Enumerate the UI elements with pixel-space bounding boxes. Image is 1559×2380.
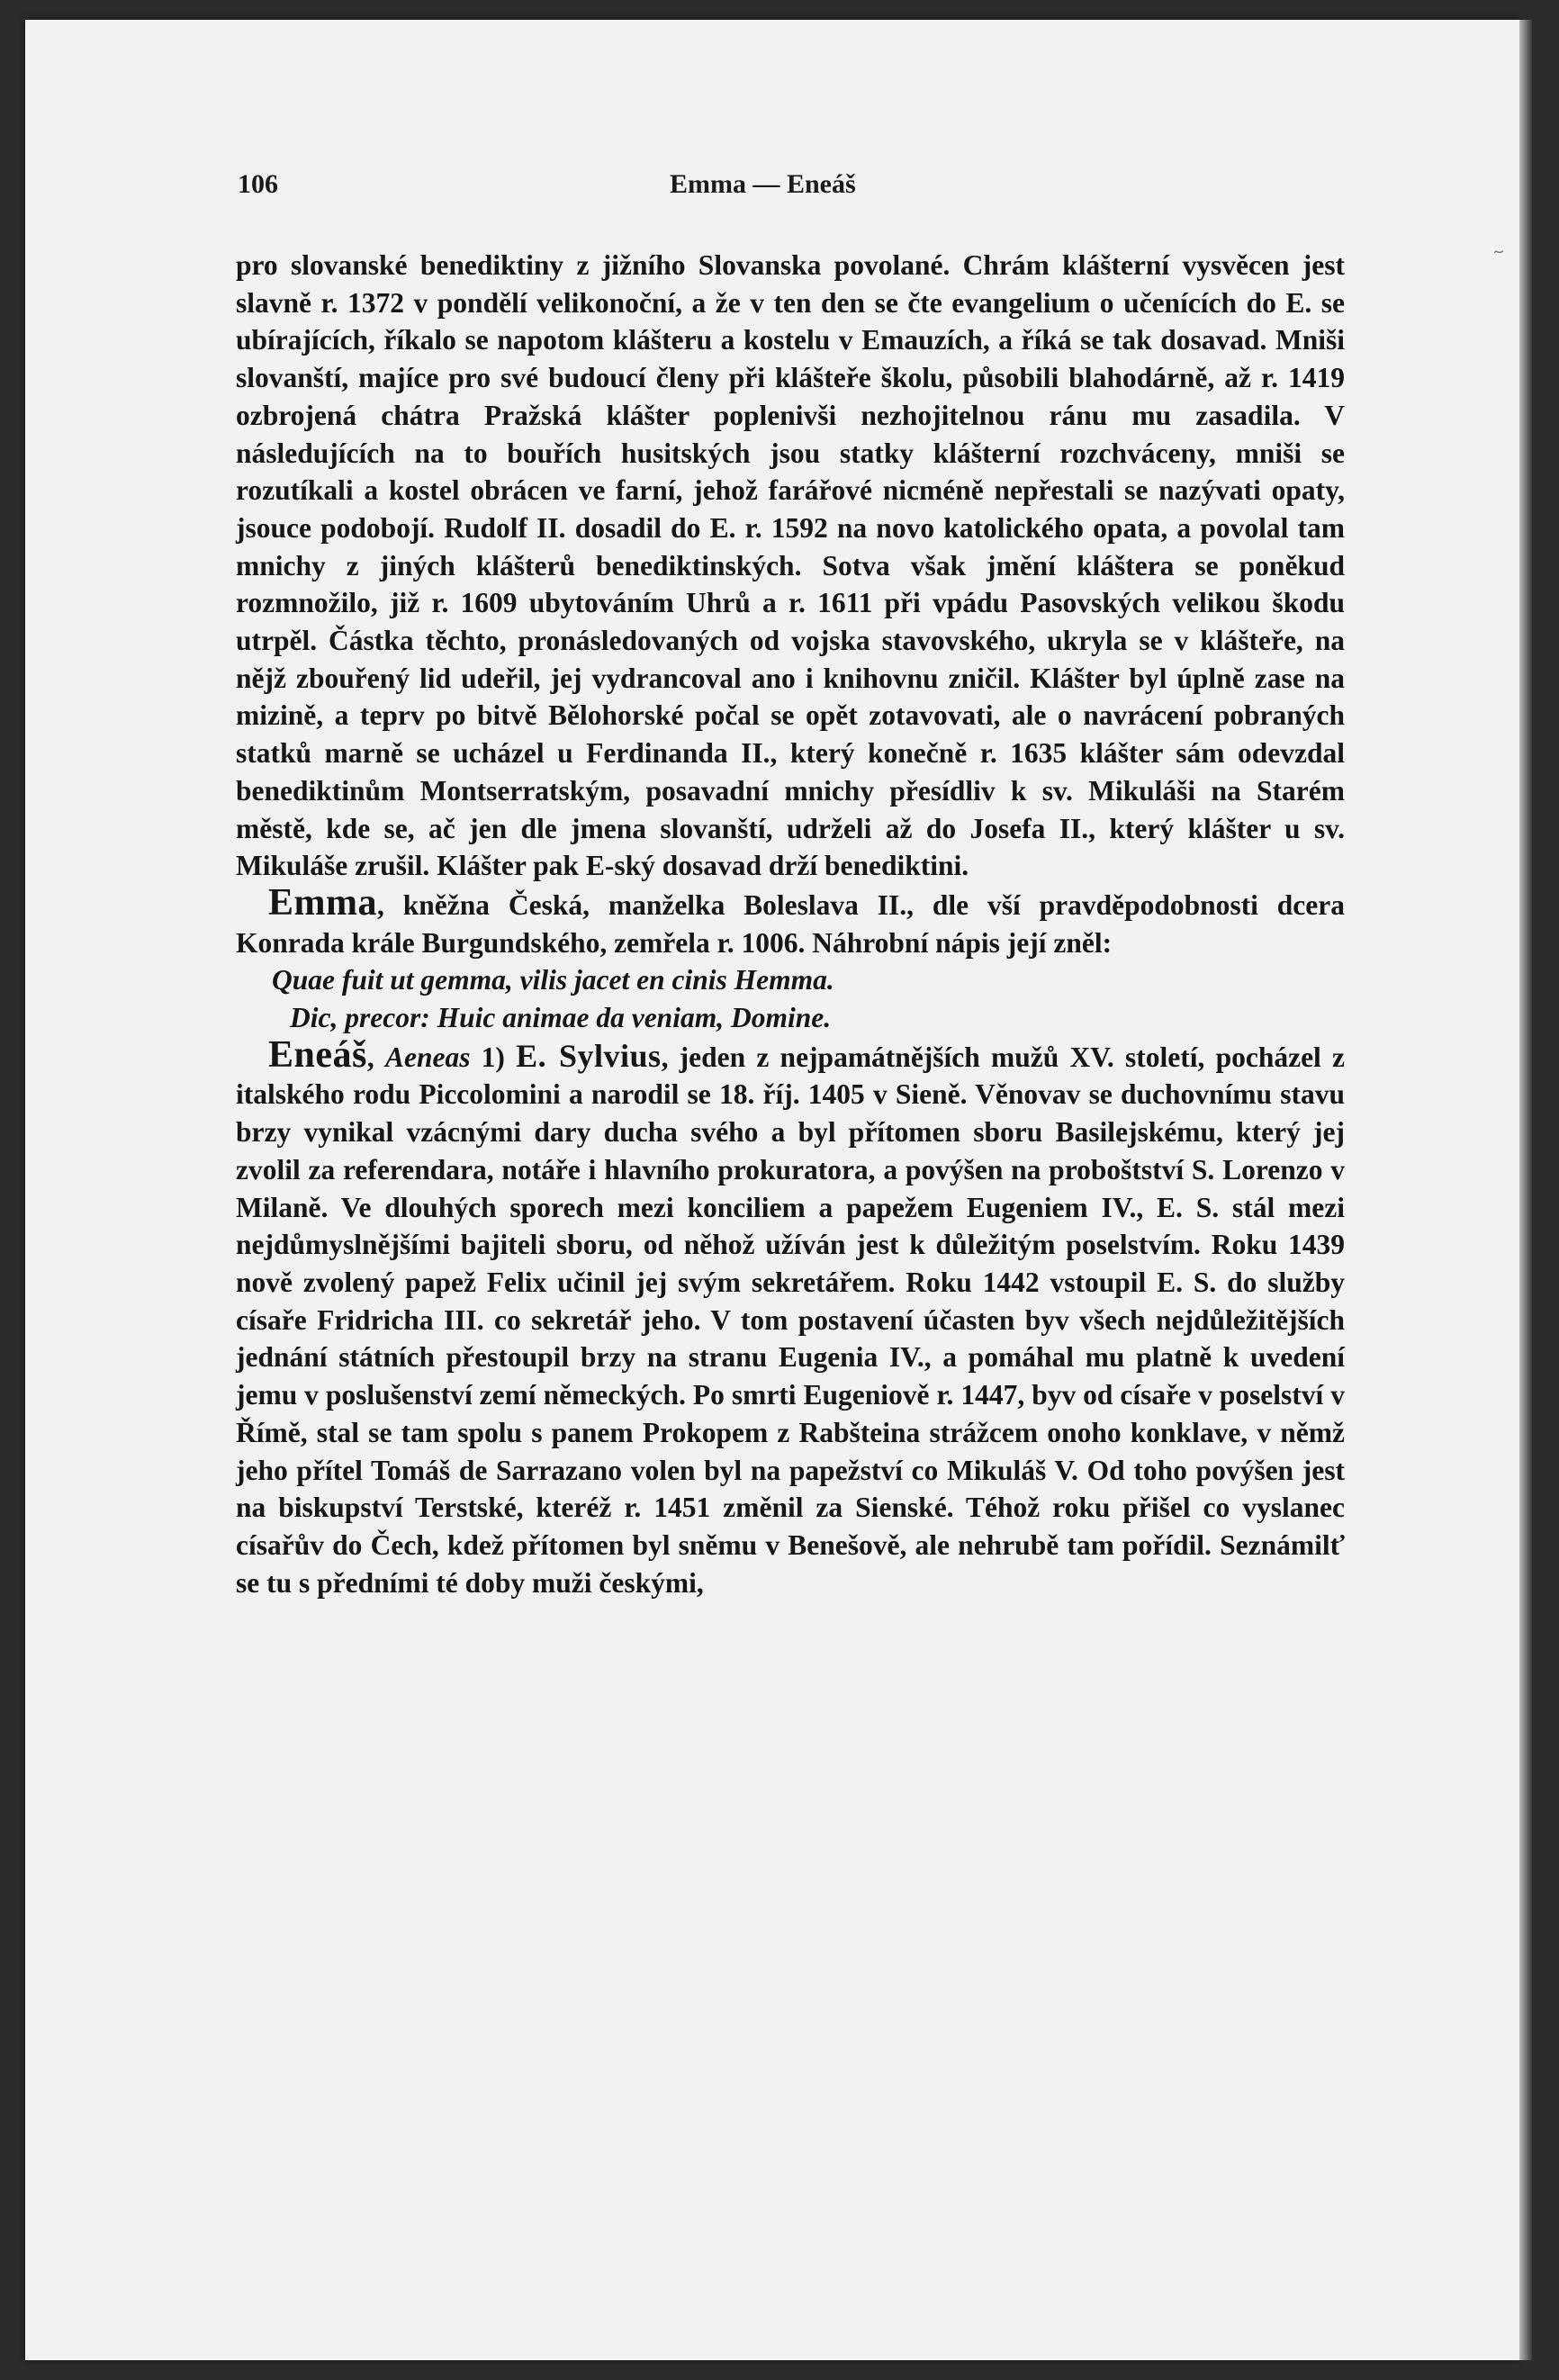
- paragraph-continuation: pro slovanské benediktiny z jižního Slovanska povolané. Chrám klášterní vysvěcen jest slavně r. 1372 v pondělí velikonoční, a že v ten den se čte evangelium o učenících do E. se ubírajících, říkalo se napotom klášteru a kostelu v Emauzích, a říká se tak dosavad. Mniši slovanští, majíce pro své budoucí členy při klášteře školu, působili blahodárně, až r. 1419 ozbrojená chátra Pražská klášter poplenivši nezhojitelnou ránu mu zasadila. V následujících na to bouřích husitských jsou statky klášterní rozchváceny, mniši se rozutíkali a kostel obrácen ve farní, jehož farářové nicméně nepřestali se nazývati opaty, jsouce podobojí. Rudolf II. dosadil do E. r. 1592 na novo katolického opata, a povolal tam mnichy z jiných klášterů benediktinských. Sotva však jmění kláštera se poněkud rozmnožilo, již r. 1609 ubytováním Uhrů a r. 1611 při vpádu Pasovských velikou škodu utrpěl. Částka těchto, pronásledovaných od vojska stavovského, ukryla se v klášteře, na nějž zbouřený lid udeřil, jej vydrancoval ano i knihovnu zničil. Klášter byl úplně zase na mizině, a teprv po bitvě Bělohorské počal se opět zotavovati, ale o navrácení pobraných statků marně se ucházel u Ferdinanda II., který konečně r. 1635 klášter sám odevzdal benediktinům Montserratským, posavadní mnichy přesídliv k sv. Mikuláši na Starém městě, kde se, ač jen dle jmena slovanští, udrželi až do Josefa II., který klášter u sv. Mikuláše zrušil. Klášter pak E-ský dosavad drží benediktini.: [236, 249, 1345, 882]
- page-edge-shadow: [1519, 20, 1532, 2360]
- epitaph-line-2: Dic, precor: Huic animae da veniam, Domine.: [290, 1002, 832, 1034]
- headword-emma: Emma: [268, 881, 377, 924]
- name-sylvius: E. Sylvius: [516, 1037, 662, 1074]
- entry-emma: [236, 881, 1345, 961]
- page-body: [236, 247, 1345, 1601]
- headword-eneas: Eneáš: [268, 1033, 367, 1076]
- entry-eneas: Eneáš, Aeneas 1) E. Sylvius, jeden z nejpamátnějších mužů XV. století, pocházel z italského rodu Piccolomini a narodil se 18. říj. 1405 v Sieně. Věnovav se duchovnímu stavu brzy vynikal vzácnými dary ducha svého a byl přítomen sboru Basilejskému, který jej zvolil za referendara, notáře i hlavního prokuratora, a povýšen na proboštství S. Lorenzo v Milaně. Ve dlouhých sporech mezi konciliem a papežem Eugeniem IV., E. S. stál mezi nejdůmyslnějšími bajiteli sboru, od něhož užíván jest k důležitým poselstvím. Roku 1439 nově zvolený papež Felix učinil jej svým sekretářem. Roku 1442 vstoupil E. S. do služby císaře Fridricha III. co sekretář jeho. V tom postavení účasten byv všech nejdůležitějších jednání státních přestoupil brzy na stranu Eugenia IV., a pomáhal mu platně k uvedení jemu v poslušenství zemí německých. Po smrti Eugeniově r. 1447, byv od císaře v poselství v Římě, stal se tam spolu s panem Prokopem z Rabšteina strážcem onoho konklave, v němž jeho přítel Tomáš de Sarrazano volen byl na papežství co Mikuláš V. Od toho povýšen jest na biskupství Terstské, kteréž r. 1451 změnil za Sienské. Téhož roku přišel co vyslanec císařův do Čech, kdež přítomen byl sněmu v Benešově, ale nehrubě tam pořídil. Seznámilť se tu s předními té doby muži českými,: [236, 1033, 1346, 1599]
- epitaph-line-1: Quae fuit ut gemma, vilis jacet en cinis Hemma.: [272, 964, 834, 996]
- entry-eneas-text: , jeden z nejpamátnějších mužů XV. století, pocházel z italského rodu Piccolomini a narodil se 18. říj. 1405 v Sieně. Věnovav se duchovnímu stavu brzy vynikal vzácnými dary ducha svého a byl přítomen sboru Basilejskému, který jej zvolil za referendara, notáře i hlavního prokuratora, a povýšen na proboštství S. Lorenzo v Milaně. Ve dlouhých sporech mezi konciliem a papežem Eugeniem IV., E. S. stál mezi nejdůmyslnějšími bajiteli sboru, od něhož užíván jest k důležitým poselstvím. Roku 1439 nově zvolený papež Felix učinil jej svým sekretářem. Roku 1442 vstoupil E. S. do služby císaře Fridricha III. co sekretář jeho. V tom postavení účasten byv všech nejdůležitějších jednání státních přestoupil brzy na stranu Eugenia IV., a pomáhal mu platně k uvedení jemu v poslušenství zemí německých. Po smrti Eugeniově r. 1447, byv od císaře v poselství v Římě, stal se tam spolu s panem Prokopem z Rabšteina strážcem onoho konklave, v němž jeho přítel Tomáš de Sarrazano volen byl na papežství co Mikuláš V. Od toho povýšen jest na biskupství Terstské, kteréž r. 1451 změnil za Sienské. Téhož roku přišel co vyslanec císařův do Čech, kdež přítomen byl sněmu v Benešově, ale nehrubě tam pořídil. Seznámilť se tu s předními té doby muži českými,: [236, 1041, 1346, 1599]
- entry-emma-text: , kněžna Česká, manželka Boleslava II., dle vší pravděpodobnosti dcera Konrada krále Burgundského, zemřela r. 1006. Náhrobní nápis její zněl:: [236, 888, 1345, 959]
- latin-name: Aeneas: [384, 1041, 471, 1073]
- entry-number: 1): [481, 1041, 505, 1073]
- page-number: 106: [238, 169, 278, 199]
- running-title: Emma — Eneáš: [670, 169, 856, 199]
